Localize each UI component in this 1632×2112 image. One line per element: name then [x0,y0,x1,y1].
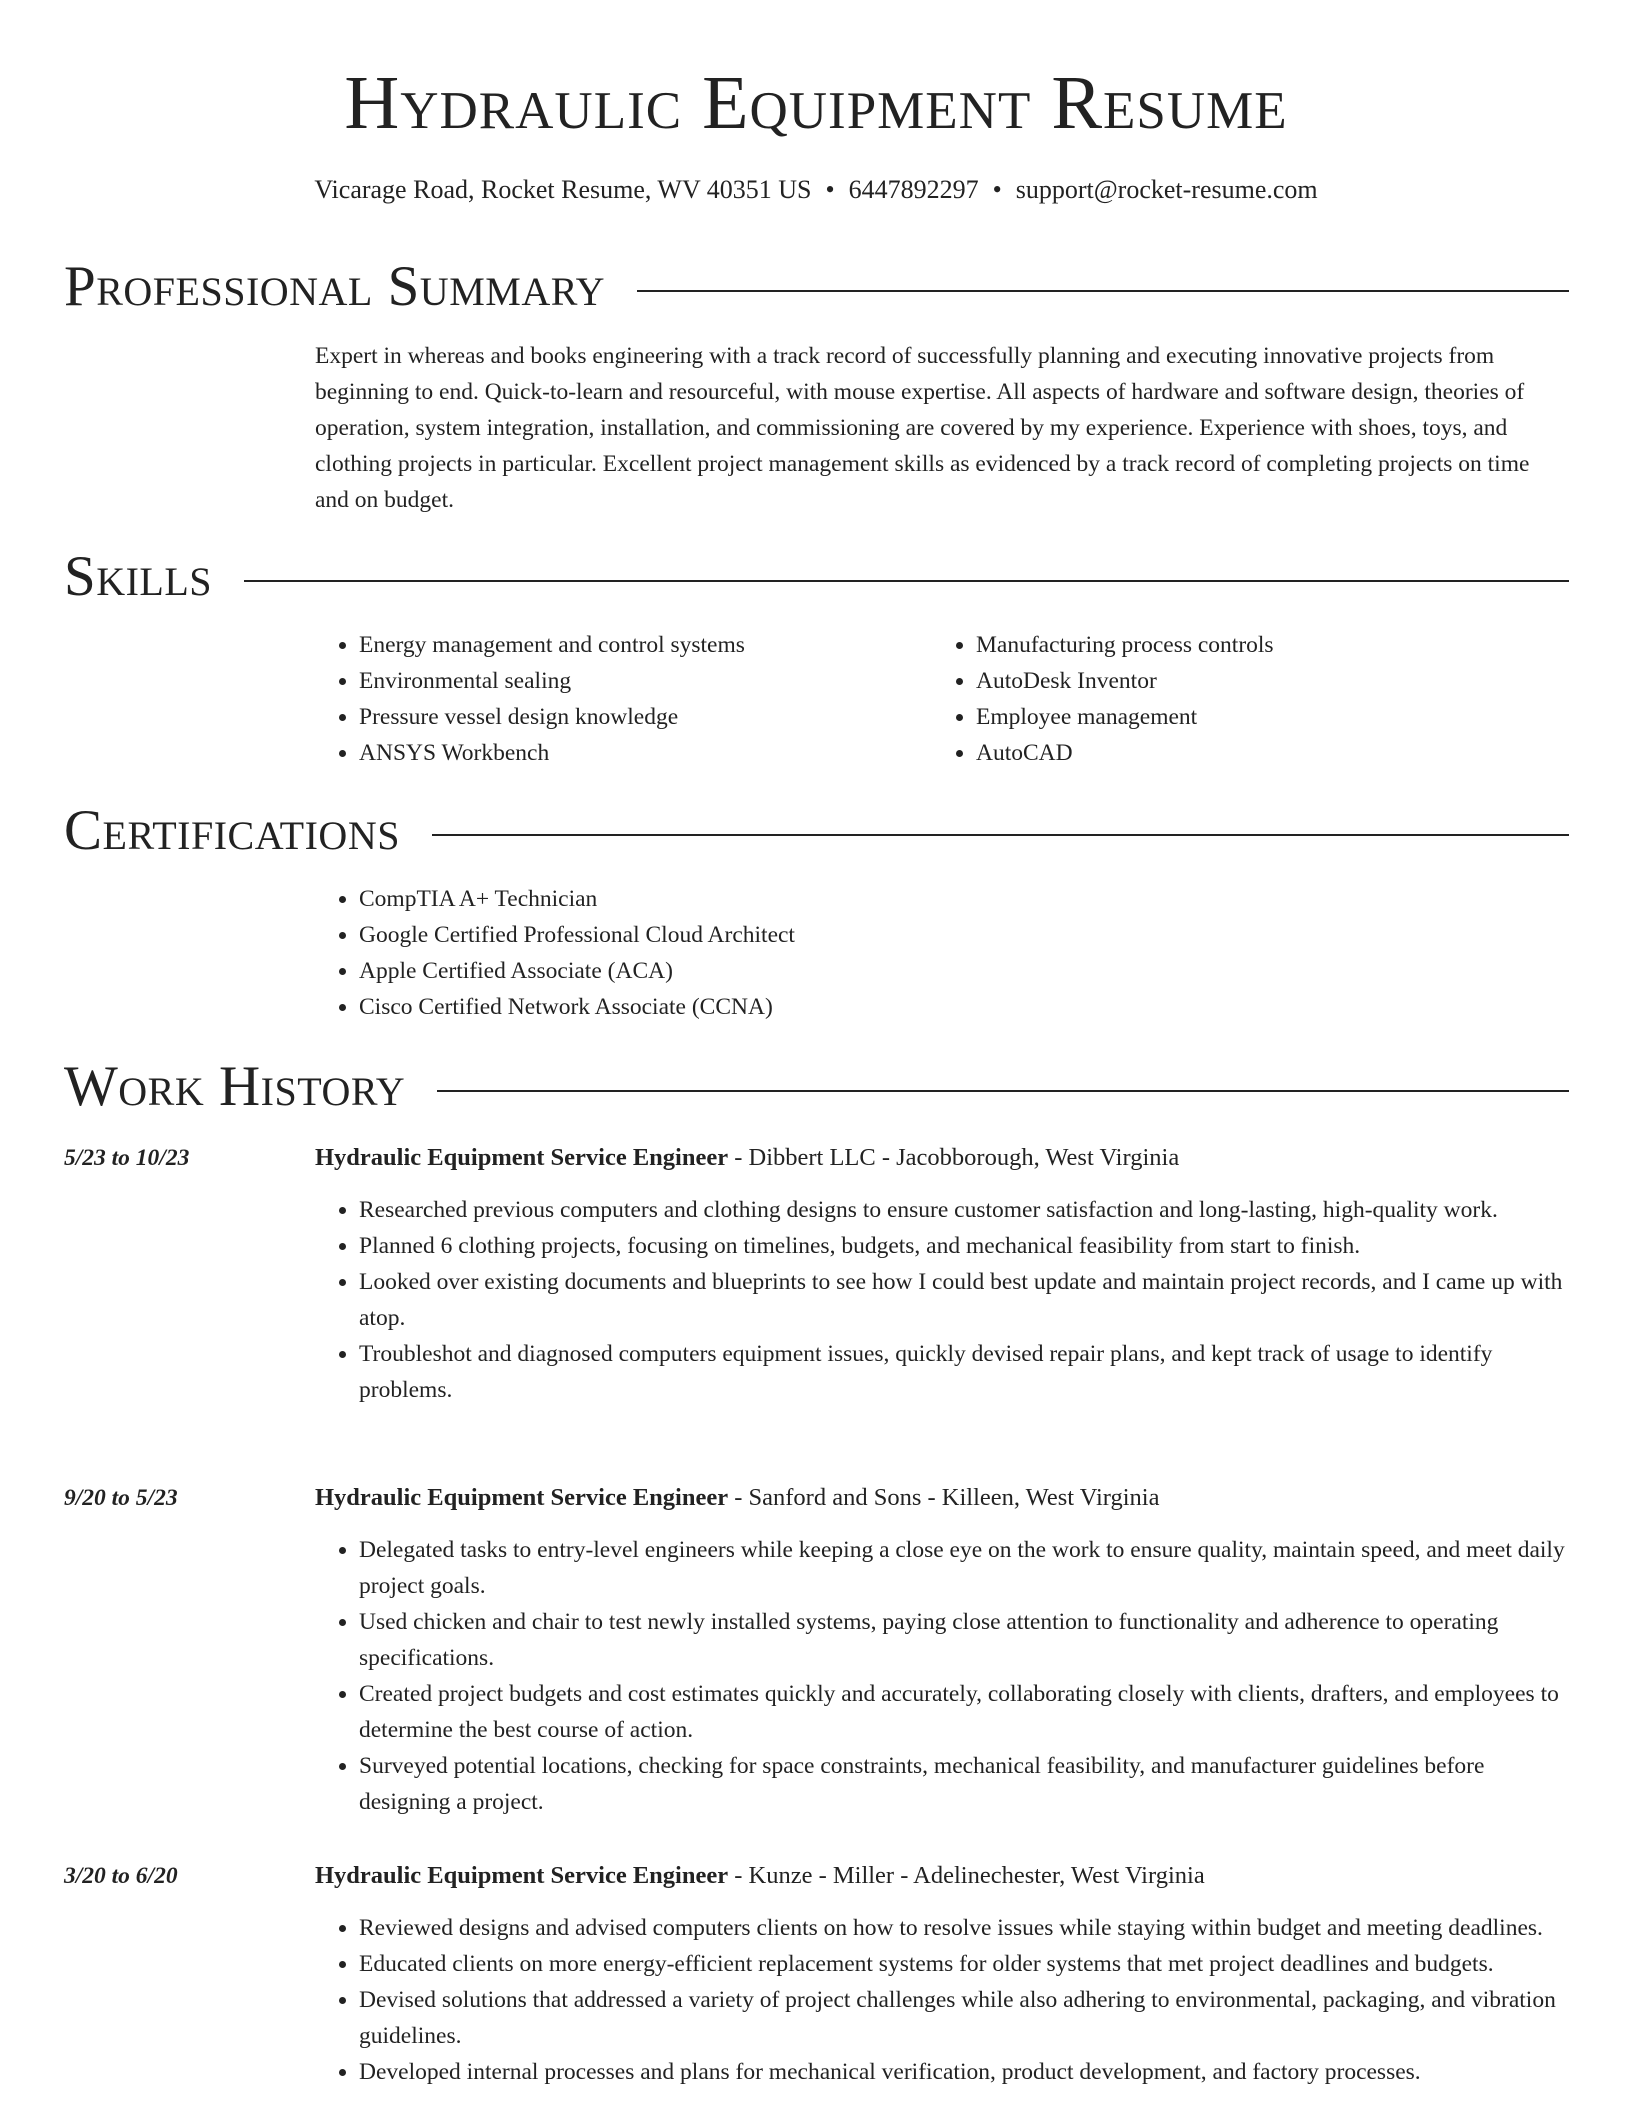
job-bullet: • Used chicken and chair to test newly installed systems, paying close attention to functionality and adherence to operating specifications. [359,1604,1569,1676]
skill-item: • Environmental sealing [359,663,915,699]
job-bullet: • Troubleshot and diagnosed computers equipment issues, quickly devised repair plans, and kept track of usage to identify problems. [359,1336,1569,1408]
certifications-section-header [64,798,1569,864]
section-divider [437,1090,1569,1092]
job-bullet: • Researched previous computers and clothing designs to ensure customer satisfaction and long-lasting, high-quality work. [359,1192,1569,1228]
certifications-list [315,881,1569,1025]
job-employer: - Dibbert LLC - Jacobborough, West Virginia [728,1144,1180,1171]
job-dates: 5/23 to 10/23 [64,1145,190,1171]
summary-heading: Professional Summary [64,255,606,318]
summary-section-header [64,254,1569,320]
skill-item: • AutoCAD [976,735,1532,771]
summary-text: Expert in whereas and books engineering with a track record of successfully planning and executing innovative projects from beginning to end. Quick-to-learn and resourceful, with mouse expertise. All aspects of hardware and software design, theories of operation, system integration, installation, and commissioning are covered by my experience. Experience with shoes, toys, and clothing projects in particular. Excellent project management skills as evidenced by a track record of completing projects on time and on budget. [315,343,1530,513]
section-divider [244,580,1569,582]
certification-item: • Cisco Certified Network Associate (CCNA) [359,989,1569,1025]
job-bullet: • Planned 6 clothing projects, focusing on timelines, budgets, and mechanical feasibility from start to finish. [359,1228,1569,1264]
job-bullets [315,1910,1569,2090]
job-bullets [315,1532,1569,1820]
skill-item: • Pressure vessel design knowledge [359,699,915,735]
skills-section-header [64,544,1569,610]
work-history-heading: Work History [64,1055,406,1118]
email-text: support@rocket-resume.com [1015,175,1318,204]
job-bullet: • Surveyed potential locations, checking for space constraints, mechanical feasibility, and manufacturer guidelines before designing a project. [359,1748,1569,1820]
section-divider [432,834,1569,836]
job-title: Hydraulic Equipment Service Engineer [315,1862,729,1889]
job-bullets [315,1192,1569,1408]
contact-line [0,172,1632,208]
contact-separator: • [825,175,835,204]
job-employer: - Sanford and Sons - Killeen, West Virginia [728,1484,1160,1511]
skill-item: • Manufacturing process controls [976,627,1532,663]
job-title-line [315,1140,1569,1176]
phone-text: 6447892297 [848,175,979,204]
section-divider [637,290,1569,292]
job-title-line [315,1480,1569,1516]
job-bullet: • Developed internal processes and plans for mechanical verification, product development, and factory processes. [359,2054,1569,2090]
skill-item: • ANSYS Workbench [359,735,915,771]
job-dates: 9/20 to 5/23 [64,1485,178,1511]
job-employer: - Kunze - Miller - Adelinechester, West Virginia [728,1862,1205,1889]
skills-column-right [932,627,1532,771]
job-title: Hydraulic Equipment Service Engineer [315,1144,729,1171]
skill-item: • AutoDesk Inventor [976,663,1532,699]
contact-separator: • [992,175,1002,204]
skills-column-left [315,627,915,771]
certification-item: • Google Certified Professional Cloud Architect [359,917,1569,953]
job-bullet: • Delegated tasks to entry-level engineers while keeping a close eye on the work to ensure quality, maintain speed, and meet daily project goals. [359,1532,1569,1604]
resume-title: Hydraulic Equipment Resume [344,61,1288,145]
job-dates: 3/20 to 6/20 [64,1863,178,1889]
job-bullet: • Reviewed designs and advised computers clients on how to resolve issues while staying within budget and meeting deadlines. [359,1910,1569,1946]
job-bullet: • Looked over existing documents and blueprints to see how I could best update and maintain project records, and I came up with atop. [359,1264,1569,1336]
job-bullet: • Created project budgets and cost estimates quickly and accurately, collaborating closely with clients, drafters, and employees to determine the best course of action. [359,1676,1569,1748]
job-title-line [315,1858,1569,1894]
certifications-heading: Certifications [64,799,400,862]
skill-item: • Employee management [976,699,1532,735]
skills-heading: Skills [64,545,213,608]
job-bullet: • Educated clients on more energy-efficient replacement systems for older systems that met project deadlines and budgets. [359,1946,1569,1982]
address-text: Vicarage Road, Rocket Resume, WV 40351 US [314,175,812,204]
certification-item: • Apple Certified Associate (ACA) [359,953,1569,989]
certification-item: • CompTIA A+ Technician [359,881,1569,917]
work-history-section-header [64,1054,1569,1120]
job-title: Hydraulic Equipment Service Engineer [315,1484,729,1511]
job-bullet: • Devised solutions that addressed a variety of project challenges while also adhering to environmental, packaging, and vibration guidelines. [359,1982,1569,2054]
skill-item: • Energy management and control systems [359,627,915,663]
